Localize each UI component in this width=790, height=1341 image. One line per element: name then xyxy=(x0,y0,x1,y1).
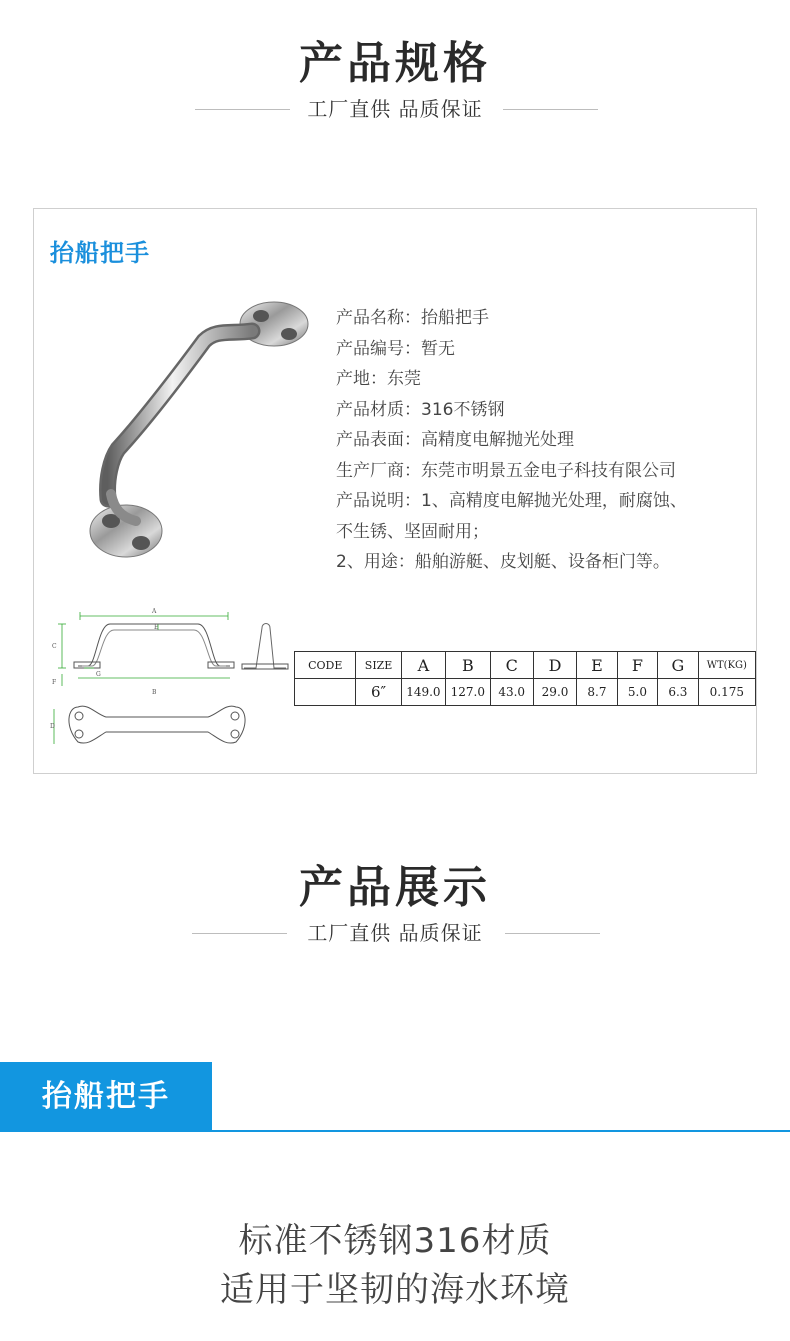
table-cell: 6″ xyxy=(356,679,401,706)
table-cell: 127.0 xyxy=(446,679,490,706)
table-header-row xyxy=(295,652,756,679)
table-header-cell: B xyxy=(446,652,490,679)
dim-label-d: D xyxy=(50,723,55,730)
spec-row: 产地：东莞 xyxy=(336,369,421,389)
tagline-environment: 适用于坚韧的海水环境 xyxy=(220,1270,570,1310)
table-header-cell: SIZE xyxy=(356,652,401,679)
table-cell: 5.0 xyxy=(617,679,657,706)
table-header-cell: E xyxy=(577,652,617,679)
section-subtitle: 工厂直供 品质保证 xyxy=(307,921,483,945)
section-subtitle-line xyxy=(0,918,790,948)
showcase-section-header xyxy=(0,862,790,948)
table-cell: 43.0 xyxy=(490,679,533,706)
divider-right xyxy=(505,933,600,934)
table-row xyxy=(295,679,756,706)
table-header-cell: G xyxy=(658,652,698,679)
divider-right xyxy=(503,109,598,110)
table-header-cell: C xyxy=(490,652,533,679)
tagline-material: 标准不锈钢316材质 xyxy=(238,1221,552,1261)
spec-card xyxy=(33,208,757,774)
dim-label-b: B xyxy=(152,689,157,696)
table-cell: 149.0 xyxy=(401,679,445,706)
product-banner xyxy=(0,1062,212,1132)
spec-row: 产品材质：316不锈钢 xyxy=(336,399,505,420)
table-header-cell: D xyxy=(533,652,576,679)
table-cell: 6.3 xyxy=(658,679,698,706)
table-cell: 0.175 xyxy=(698,679,755,706)
dim-label-e: E xyxy=(154,624,159,631)
dim-label-g: G xyxy=(96,671,101,678)
dim-label-c: C xyxy=(52,643,57,650)
banner-rule xyxy=(0,1130,790,1132)
table-header-cell: F xyxy=(617,652,657,679)
section-title: 产品规格 xyxy=(299,38,491,89)
dim-label-a: A xyxy=(152,608,157,615)
section-title: 产品展示 xyxy=(299,862,491,913)
product-banner-label: 抬船把手 xyxy=(42,1079,170,1114)
spec-row: 产品说明：1、高精度电解抛光处理，耐腐蚀、 xyxy=(336,491,687,511)
spec-row: 产品表面：高精度电解抛光处理 xyxy=(336,430,574,450)
spec-section-header xyxy=(0,38,790,124)
dim-label-f: F xyxy=(52,679,57,686)
spec-row: 不生锈、坚固耐用； xyxy=(336,521,489,542)
table-header-cell: A xyxy=(401,652,445,679)
section-subtitle-line xyxy=(0,94,790,124)
table-cell: 8.7 xyxy=(577,679,617,706)
table-header-cell: WT(KG) xyxy=(698,652,755,679)
spec-list xyxy=(336,303,756,578)
table-header-cell: CODE xyxy=(295,652,356,679)
dimension-table xyxy=(294,651,756,706)
section-subtitle: 工厂直供 品质保证 xyxy=(307,97,483,121)
spec-row: 产品名称：抬船把手 xyxy=(336,308,489,328)
spec-row: 生产厂商：东莞市明景五金电子科技有限公司 xyxy=(336,460,676,481)
product-card-title: 抬船把手 xyxy=(50,239,150,267)
table-cell: 29.0 xyxy=(533,679,576,706)
spec-row: 产品编号：暂无 xyxy=(336,338,455,359)
spec-row: 2、用途：船舶游艇、皮划艇、设备柜门等。 xyxy=(336,552,670,572)
table-cell xyxy=(295,679,356,706)
technical-drawing xyxy=(48,604,298,764)
product-photo xyxy=(56,289,316,589)
